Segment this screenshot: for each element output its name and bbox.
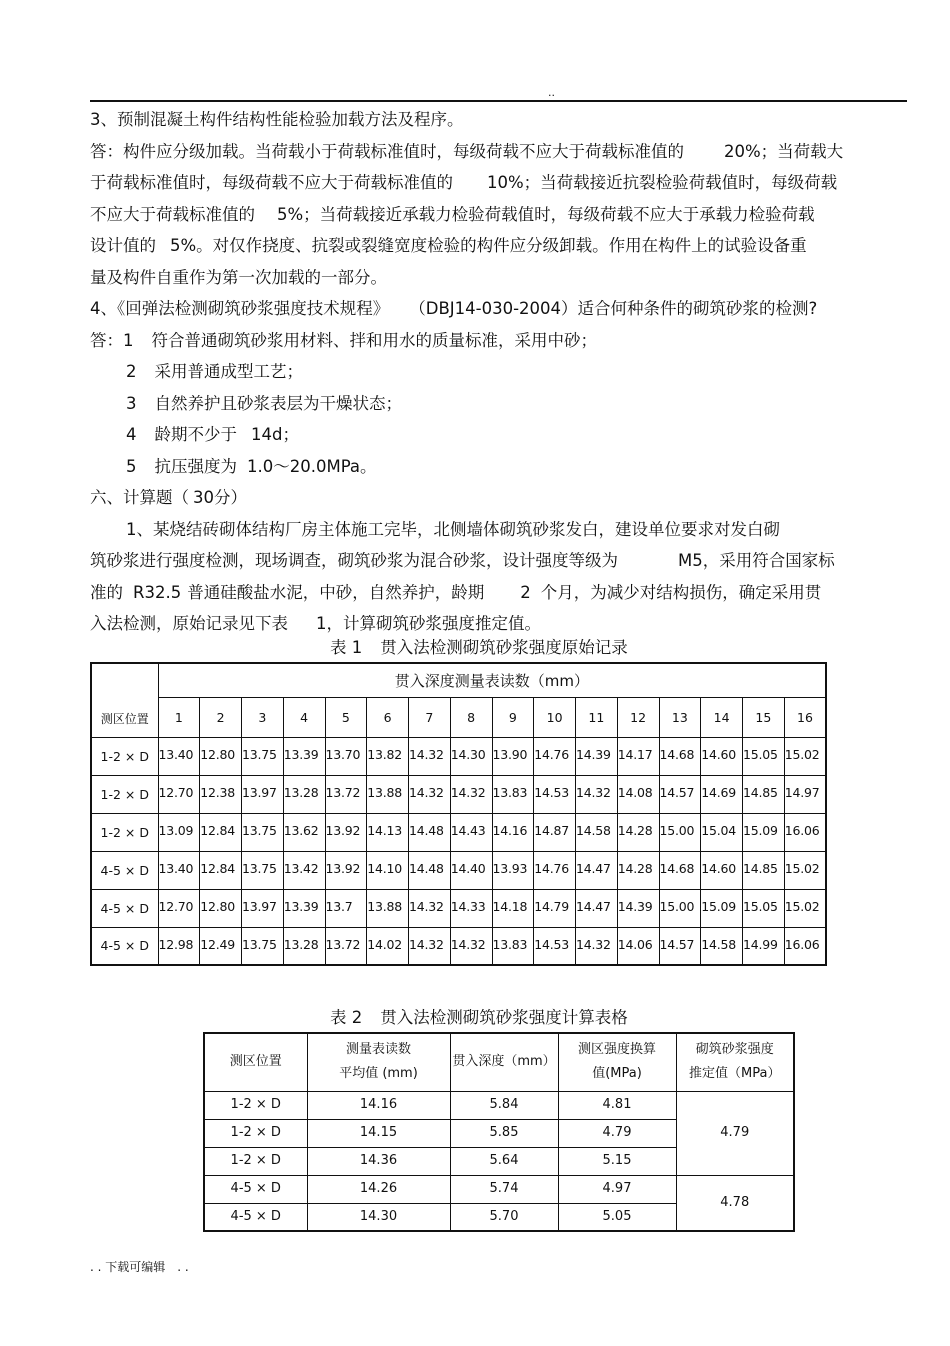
table1-column-header: 13 xyxy=(659,697,701,737)
table1-reading: 12.70 xyxy=(158,889,200,927)
t2-average: 14.26 xyxy=(307,1175,450,1203)
table1-column-header: 1 xyxy=(158,697,200,737)
text-line: 答：构件应分级加载。当荷载小于荷载标准值时，每级荷载不应大于荷载标准值的 20%；当荷载大 xyxy=(90,141,844,161)
table1-reading: 14.79 xyxy=(534,889,576,927)
header-dots: .. xyxy=(548,86,555,99)
table1-reading: 15.02 xyxy=(784,889,826,927)
table1-reading: 14.76 xyxy=(534,737,576,775)
table1-reading: 15.02 xyxy=(784,737,826,775)
table1-reading: 14.13 xyxy=(367,813,409,851)
table1-reading: 14.76 xyxy=(534,851,576,889)
text-line: 2 采用普通成型工艺； xyxy=(126,362,303,381)
table1-reading: 13.40 xyxy=(158,737,200,775)
table1-reading: 14.16 xyxy=(492,813,534,851)
table1-column-header: 15 xyxy=(743,697,785,737)
text-line: 4 龄期不少于 14d； xyxy=(126,425,299,444)
table1-reading: 12.84 xyxy=(200,851,242,889)
table1-column-header: 3 xyxy=(242,697,284,737)
t2-location: 4-5 × D xyxy=(204,1175,307,1203)
t2-header-location: 测区位置 xyxy=(204,1033,307,1091)
table1-reading: 14.32 xyxy=(576,927,618,965)
text-line: 入法检测，原始记录见下表 1，计算砌筑砂浆强度推定值。 xyxy=(90,614,541,633)
table1-reading: 13.75 xyxy=(242,813,284,851)
table1-reading: 13.75 xyxy=(242,851,284,889)
t2-strength: 4.97 xyxy=(558,1175,676,1203)
table1-reading: 14.43 xyxy=(450,813,492,851)
table1-reading: 14.32 xyxy=(576,775,618,813)
table1-reading: 15.02 xyxy=(784,851,826,889)
text-line: 准的 R32.5 普通硅酸盐水泥，中砂，自然养护，龄期 2 个月，为减少对结构损伤，确定采用贯 xyxy=(90,582,822,602)
t2-header-estimate: 砌筑砂浆强度 推定值（MPa） xyxy=(676,1033,794,1091)
text-line: 设计值的 5%。对仅作挠度、抗裂或裂缝宽度检验的构件应分级卸载。作用在构件上的试验设备重 xyxy=(90,236,807,255)
table1-reading: 14.68 xyxy=(659,737,701,775)
t2-strength: 5.05 xyxy=(558,1203,676,1231)
table1-reading: 15.05 xyxy=(743,889,785,927)
table1-column-header: 6 xyxy=(367,697,409,737)
table1-column-header: 9 xyxy=(492,697,534,737)
table1-reading: 12.70 xyxy=(158,775,200,813)
table1-reading: 14.53 xyxy=(534,775,576,813)
text-line: 筑砂浆进行强度检测，现场调查，砌筑砂浆为混合砂浆，设计强度等级为 M5，采用符合国家标 xyxy=(90,551,835,570)
t2-depth: 5.70 xyxy=(450,1203,558,1231)
t2-location: 1-2 × D xyxy=(204,1147,307,1175)
table1-location: 1-2 × D xyxy=(91,775,158,813)
table1-reading: 13.97 xyxy=(242,775,284,813)
t2-strength: 4.79 xyxy=(558,1119,676,1147)
table1-reading: 16.06 xyxy=(784,813,826,851)
t2-average: 14.36 xyxy=(307,1147,450,1175)
t2-average: 14.15 xyxy=(307,1119,450,1147)
table1-reading: 14.85 xyxy=(743,775,785,813)
table1-reading: 13.28 xyxy=(283,775,325,813)
text-line: 3、预制混凝土构件结构性能检验加载方法及程序。 xyxy=(90,110,464,129)
text-line: 六、计算题（ 30分） xyxy=(90,488,247,507)
table2-calculation xyxy=(203,1032,795,1232)
table1-reading: 14.87 xyxy=(534,813,576,851)
table1-reading: 14.69 xyxy=(701,775,743,813)
table1-reading: 14.48 xyxy=(409,813,451,851)
table1-reading: 12.80 xyxy=(200,737,242,775)
table1-reading: 14.33 xyxy=(450,889,492,927)
table1-reading: 14.18 xyxy=(492,889,534,927)
table1-row xyxy=(91,851,826,889)
table1-reading: 13.40 xyxy=(158,851,200,889)
t2-depth: 5.74 xyxy=(450,1175,558,1203)
table1-reading: 14.08 xyxy=(617,775,659,813)
text-line: 5 抗压强度为 1.0～20.0MPa。 xyxy=(126,456,377,476)
table1-reading: 13.92 xyxy=(325,813,367,851)
text-line: 1、某烧结砖砌体结构厂房主体施工完毕，北侧墙体砌筑砂浆发白，建设单位要求对发白砌 xyxy=(126,519,780,539)
t2-header-conversion: 测区强度换算 值(MPa) xyxy=(558,1033,676,1091)
table1-raw-readings xyxy=(90,662,827,966)
table1-group-header: 贯入深度测量表读数（mm） xyxy=(158,663,826,697)
table1-reading: 13.83 xyxy=(492,927,534,965)
table1-row-header: 测区位置 xyxy=(91,663,158,737)
table1-reading: 14.39 xyxy=(576,737,618,775)
table1-column-header: 14 xyxy=(701,697,743,737)
text-line: 不应大于荷载标准值的 5%；当荷载接近承载力检验荷载值时，每级荷载不应大于承载力检验荷载 xyxy=(90,204,815,224)
t2-header-average: 测量表读数 平均值 (mm) xyxy=(307,1033,450,1091)
table1-reading: 14.85 xyxy=(743,851,785,889)
table1-reading: 13.42 xyxy=(283,851,325,889)
table1-reading: 13.88 xyxy=(367,775,409,813)
table1-reading: 14.06 xyxy=(617,927,659,965)
table1-reading: 15.09 xyxy=(701,889,743,927)
t2-strength: 4.81 xyxy=(558,1091,676,1119)
table1-reading: 13.09 xyxy=(158,813,200,851)
table1-reading: 13.93 xyxy=(492,851,534,889)
table1-reading: 12.38 xyxy=(200,775,242,813)
footer-note: . . 下载可编辑 . . xyxy=(90,1260,189,1274)
table1-row xyxy=(91,737,826,775)
table1-reading: 12.84 xyxy=(200,813,242,851)
t2-depth: 5.84 xyxy=(450,1091,558,1119)
t2-average: 14.30 xyxy=(307,1203,450,1231)
text-line: 量及构件自重作为第一次加载的一部分。 xyxy=(90,267,387,287)
table1-reading: 14.17 xyxy=(617,737,659,775)
table1-reading: 13.88 xyxy=(367,889,409,927)
table1-column-header: 12 xyxy=(617,697,659,737)
table1-row xyxy=(91,813,826,851)
table1-location: 1-2 × D xyxy=(91,737,158,775)
table1-reading: 12.98 xyxy=(158,927,200,965)
body-text xyxy=(90,104,905,640)
table1-location: 1-2 × D xyxy=(91,813,158,851)
table1-reading: 13.92 xyxy=(325,851,367,889)
table1-reading: 13.83 xyxy=(492,775,534,813)
table1-reading: 14.28 xyxy=(617,851,659,889)
table1-column-header: 7 xyxy=(409,697,451,737)
table1-reading: 15.00 xyxy=(659,889,701,927)
table1-reading: 14.60 xyxy=(701,851,743,889)
table1-location: 4-5 × D xyxy=(91,889,158,927)
table1-reading: 14.32 xyxy=(409,889,451,927)
text-line: 于荷载标准值时，每级荷载不应大于荷载标准值的 10%；当荷载接近抗裂检验荷载值时，每级荷载 xyxy=(90,173,838,192)
t2-location: 4-5 × D xyxy=(204,1203,307,1231)
table1-reading: 14.60 xyxy=(701,737,743,775)
t2-estimate: 4.79 xyxy=(676,1091,794,1175)
t2-location: 1-2 × D xyxy=(204,1119,307,1147)
table1-reading: 14.97 xyxy=(784,775,826,813)
table1-reading: 13.82 xyxy=(367,737,409,775)
table1-reading: 15.04 xyxy=(701,813,743,851)
table1-column-header: 2 xyxy=(200,697,242,737)
table1-reading: 13.72 xyxy=(325,775,367,813)
table1-column-header: 5 xyxy=(325,697,367,737)
header-rule xyxy=(90,100,907,102)
table1-reading: 14.32 xyxy=(409,737,451,775)
text-line: 答：1 符合普通砌筑砂浆用材料、拌和用水的质量标准，采用中砂； xyxy=(90,330,597,350)
table1-reading: 15.00 xyxy=(659,813,701,851)
table1-reading: 14.32 xyxy=(409,927,451,965)
table1-reading: 14.99 xyxy=(743,927,785,965)
table1-reading: 14.47 xyxy=(576,889,618,927)
t2-header-depth: 贯入深度（mm） xyxy=(450,1033,558,1091)
table1-reading: 14.68 xyxy=(659,851,701,889)
t2-depth: 5.85 xyxy=(450,1119,558,1147)
table1-reading: 13.39 xyxy=(283,737,325,775)
table1-reading: 13.7 xyxy=(325,889,367,927)
table1-location: 4-5 × D xyxy=(91,851,158,889)
table1-reading: 14.39 xyxy=(617,889,659,927)
table1-row xyxy=(91,927,826,965)
table1-reading: 13.62 xyxy=(283,813,325,851)
t2-average: 14.16 xyxy=(307,1091,450,1119)
table1-reading: 14.58 xyxy=(576,813,618,851)
table1-reading: 14.47 xyxy=(576,851,618,889)
table1-column-header: 11 xyxy=(576,697,618,737)
table1-reading: 14.48 xyxy=(409,851,451,889)
table1-caption: 表 1 贯入法检测砌筑砂浆强度原始记录 xyxy=(330,638,628,657)
table1-reading: 14.32 xyxy=(450,927,492,965)
table1-reading: 14.57 xyxy=(659,927,701,965)
table1-reading: 14.28 xyxy=(617,813,659,851)
table1-location: 4-5 × D xyxy=(91,927,158,965)
table1-reading: 13.70 xyxy=(325,737,367,775)
text-line: 3 自然养护且砂浆表层为干燥状态； xyxy=(126,393,402,413)
table1-reading: 13.28 xyxy=(283,927,325,965)
table1-reading: 14.32 xyxy=(409,775,451,813)
table1-reading: 14.30 xyxy=(450,737,492,775)
table1-row xyxy=(91,775,826,813)
text-line: 4、《回弹法检测砌筑砂浆强度技术规程》 （DBJ14-030-2004）适合何种条件的砌筑砂浆的检测? xyxy=(90,299,818,318)
table1-reading: 13.97 xyxy=(242,889,284,927)
table1-reading: 14.57 xyxy=(659,775,701,813)
t2-strength: 5.15 xyxy=(558,1147,676,1175)
table1-reading: 14.10 xyxy=(367,851,409,889)
table1-reading: 13.72 xyxy=(325,927,367,965)
table1-reading: 13.39 xyxy=(283,889,325,927)
table1-row xyxy=(91,889,826,927)
table1-reading: 13.90 xyxy=(492,737,534,775)
t2-estimate: 4.78 xyxy=(676,1175,794,1231)
table1-reading: 14.40 xyxy=(450,851,492,889)
table1-reading: 16.06 xyxy=(784,927,826,965)
table1-reading: 15.09 xyxy=(743,813,785,851)
table1-reading: 13.75 xyxy=(242,737,284,775)
table1-column-header: 4 xyxy=(283,697,325,737)
table1-reading: 14.58 xyxy=(701,927,743,965)
table1-reading: 12.49 xyxy=(200,927,242,965)
table1-reading: 13.75 xyxy=(242,927,284,965)
table1-column-header: 10 xyxy=(534,697,576,737)
table1-column-header: 8 xyxy=(450,697,492,737)
table1-reading: 14.53 xyxy=(534,927,576,965)
t2-depth: 5.64 xyxy=(450,1147,558,1175)
table2-caption: 表 2 贯入法检测砌筑砂浆强度计算表格 xyxy=(330,1008,628,1027)
table1-column-header: 16 xyxy=(784,697,826,737)
table1-reading: 14.32 xyxy=(450,775,492,813)
table1-reading: 12.80 xyxy=(200,889,242,927)
t2-location: 1-2 × D xyxy=(204,1091,307,1119)
table1-reading: 14.02 xyxy=(367,927,409,965)
table1-reading: 15.05 xyxy=(743,737,785,775)
